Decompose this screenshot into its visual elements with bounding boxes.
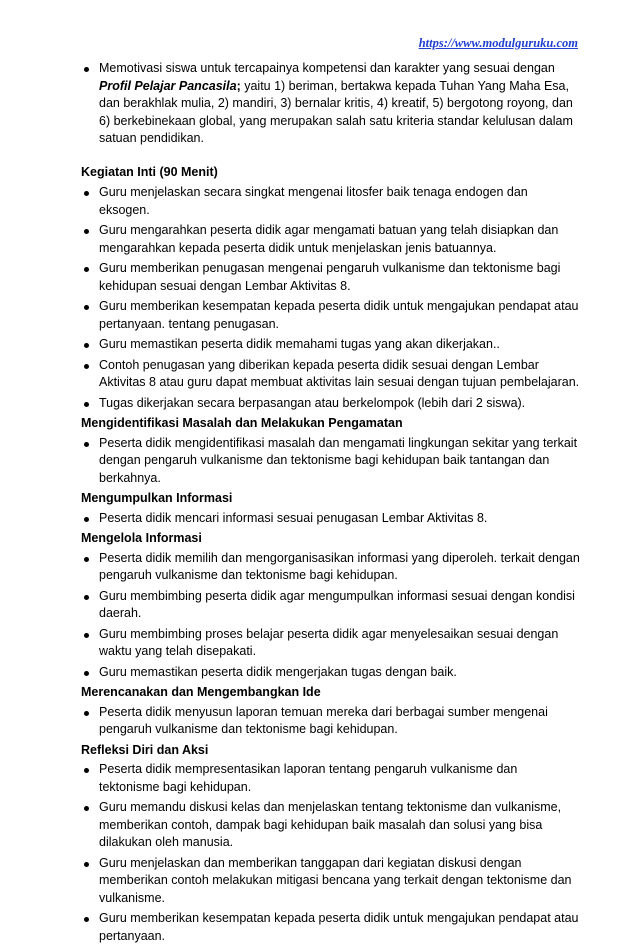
intro-emphasis: Profil Pelajar Pancasila: [99, 78, 237, 93]
intro-text-post: yaitu 1) beriman, bertakwa kepada Tuhan Yang Maha Esa, dan berakhlak mulia, 2) mandiri, 3) bernalar kritis, 4) kreatif, 5) bergotong royong, dan 6) berkebinekaan global, yang merupakan salah satu kriteria standar kelulusan dalam satuan pendidikan.: [99, 78, 573, 145]
bullet-icon: [84, 768, 89, 773]
list-item: [81, 510, 581, 528]
bullet-icon: [84, 402, 89, 407]
list-item-text: Peserta didik memilih dan mengorganisasikan informasi yang diperoleh. terkait dengan pengaruh vulkanisme dan tektonisme bagi kehidupan.: [99, 550, 580, 582]
list-item-text: Guru memberikan penugasan mengenai pengaruh vulkanisme dan tektonisme bagi kehidupan sesuai dengan Lembar Aktivitas 8.: [99, 261, 561, 293]
list-item: [81, 298, 581, 333]
bullet-list: [81, 435, 581, 488]
list-item-text: Guru memandu diskusi kelas dan menjelaskan tentang tektonisme dan vulkanisme, memberikan contoh, dampak bagi kehidupan baik masalah dan solusi yang bisa dilakukan oleh manusia.: [99, 800, 562, 849]
list-item: [81, 626, 581, 661]
section-heading: Merencanakan dan Mengembangkan Ide: [81, 685, 321, 699]
bullet-icon: [84, 191, 89, 196]
bullet-list: [81, 184, 581, 412]
list-item-text: Guru memastikan peserta didik mengerjakan tugas dengan baik.: [99, 664, 457, 679]
bullet-icon: [84, 267, 89, 272]
bullet-list: [81, 510, 581, 528]
bullet-icon: [84, 442, 89, 447]
bullet-icon: [84, 806, 89, 811]
bullet-icon: [84, 671, 89, 676]
list-item: [81, 588, 581, 623]
bullet-icon: [84, 557, 89, 562]
list-item-text: Guru mengarahkan peserta didik agar mengamati batuan yang telah disiapkan dan mengarahkan kepada peserta didik untuk menjelaskan jenis batuannya.: [99, 223, 559, 255]
list-item-text: Guru membimbing peserta didik agar mengumpulkan informasi sesuai dengan kondisi daerah.: [99, 588, 575, 620]
bullet-icon: [84, 364, 89, 369]
list-item-text: Guru menjelaskan secara singkat mengenai litosfer baik tenaga endogen dan eksogen.: [99, 185, 528, 217]
section-heading: Mengelola Informasi: [81, 531, 202, 545]
section-heading: Mengidentifikasi Masalah dan Melakukan Pengamatan: [81, 416, 403, 430]
list-item-text: Guru memastikan peserta didik memahami tugas yang akan dikerjakan..: [99, 337, 500, 351]
list-item-text: Peserta didik mencari informasi sesuai penugasan Lembar Aktivitas 8.: [99, 510, 488, 525]
list-item: [81, 184, 581, 219]
bullet-list: [81, 550, 581, 682]
list-item: [81, 357, 581, 392]
bullet-icon: [84, 633, 89, 638]
list-item-text: Guru menjelaskan dan memberikan tanggapan dari kegiatan diskusi dengan memberikan contoh melakukan mitigasi bencana yang terkait dengan tektonisme dan vulkanisme.: [99, 855, 572, 905]
list-item: [81, 664, 581, 682]
list-item-text: Guru memberikan kesempatan kepada peserta didik untuk mengajukan pendapat atau pertanyaan. tentang penugasan.: [99, 299, 579, 331]
list-item: [81, 761, 581, 796]
list-item-text: Guru membimbing proses belajar peserta didik agar menyelesaikan sesuai dengan waktu yang telah disepakati.: [99, 626, 559, 658]
list-item-text: Peserta didik mempresentasikan laporan tentang pengaruh vulkanisme dan tektonisme bagi kehidupan.: [99, 762, 518, 794]
section-heading: Mengumpulkan Informasi: [81, 491, 233, 505]
section-heading: Kegiatan Inti (90 Menit): [81, 164, 218, 179]
bullet-icon: [84, 917, 89, 922]
list-item: [81, 222, 581, 257]
intro-list: [81, 60, 581, 148]
bullet-icon: [84, 67, 89, 72]
sections-container: [81, 164, 581, 946]
intro-colon: ;: [236, 78, 241, 93]
bullet-icon: [84, 305, 89, 310]
list-item: [81, 799, 581, 852]
section-heading: Refleksi Diri dan Aksi: [81, 742, 209, 757]
bullet-list: [81, 761, 581, 945]
intro-text-pre: Memotivasi siswa untuk tercapainya kompetensi dan karakter yang sesuai dengan: [99, 61, 555, 75]
bullet-icon: [84, 595, 89, 600]
list-item-text: Peserta didik mengidentifikasi masalah dan mengamati lingkungan sekitar yang terkait dengan pengaruh vulkanisme dan tektonisme bagi kehidupan baik tantangan dan berkahnya.: [99, 435, 578, 485]
list-item: [81, 435, 581, 488]
list-item: [81, 395, 581, 413]
bullet-icon: [84, 711, 89, 716]
website-link[interactable]: https://www.modulguruku.com: [418, 36, 578, 50]
bullet-icon: [84, 229, 89, 234]
list-item: [81, 910, 581, 945]
intro-item: [81, 60, 581, 148]
list-item: [81, 704, 581, 739]
bullet-list: [81, 704, 581, 739]
bullet-icon: [84, 517, 89, 522]
list-item: [81, 260, 581, 295]
document-body: [81, 60, 581, 948]
list-item: [81, 336, 581, 354]
list-item-text: Contoh penugasan yang diberikan kepada peserta didik sesuai dengan Lembar Aktivitas 8 atau guru dapat membuat aktivitas lain sesuai dengan tujuan pembelajaran.: [99, 357, 580, 389]
list-item-text: Tugas dikerjakan secara berpasangan atau berkelompok (lebih dari 2 siswa).: [99, 395, 526, 410]
bullet-icon: [84, 862, 89, 867]
list-item: [81, 550, 581, 585]
bullet-icon: [84, 343, 89, 348]
list-item: [81, 855, 581, 908]
list-item-text: Peserta didik menyusun laporan temuan mereka dari berbagai sumber mengenai pengaruh vulkanisme dan tektonisme bagi kehidupan.: [99, 704, 548, 736]
list-item-text: Guru memberikan kesempatan kepada peserta didik untuk mengajukan pendapat atau pertanyaan.: [99, 911, 579, 943]
